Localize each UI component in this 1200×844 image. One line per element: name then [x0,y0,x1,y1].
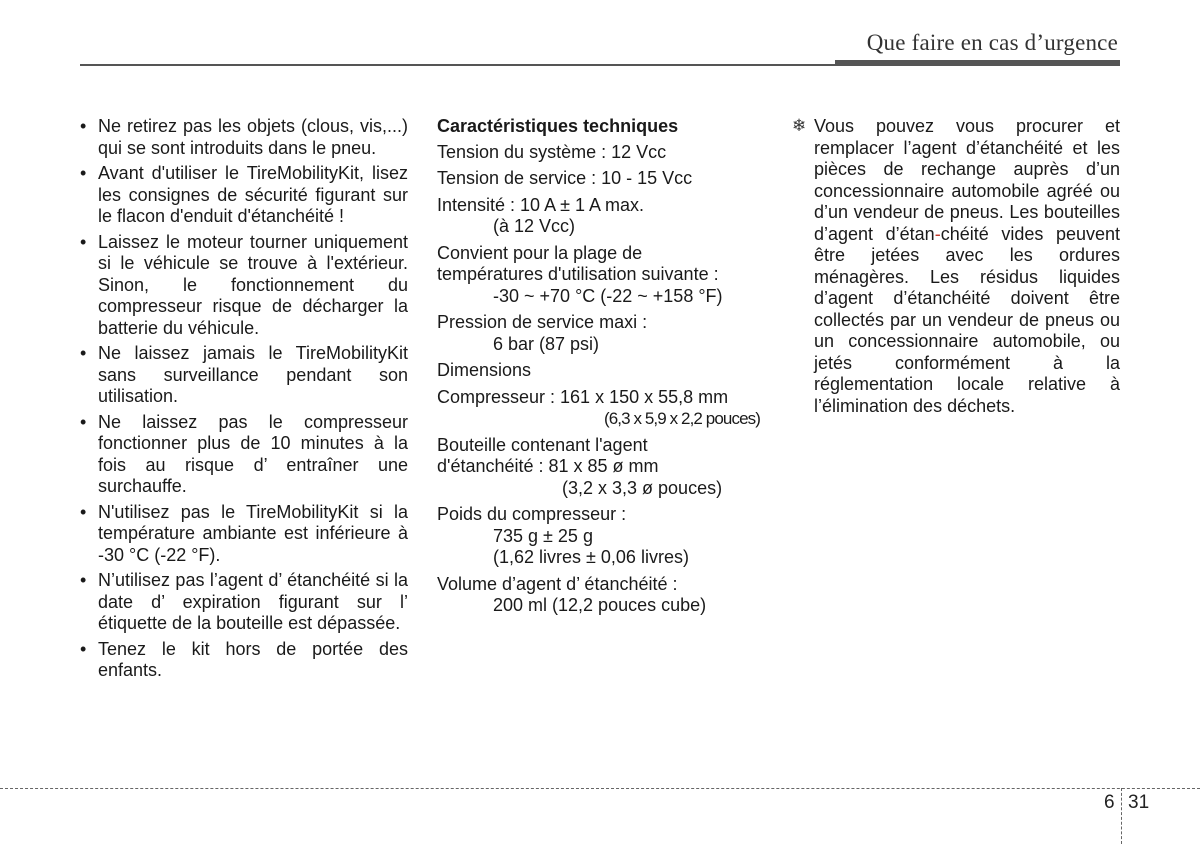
spec-pressure-value: 6 bar (87 psi) [493,333,600,354]
spec-current: Intensité : 10 A ± 1 A max. [437,194,645,215]
safety-bullet-item [78,570,408,635]
spec-pressure-label: Pression de service maxi : [437,312,648,332]
bullet-text: Ne laissez jamais le TireMobilityKit sans surveillance pendant son utilisation. [98,343,408,406]
note-text-part-1: Vous pouvez vous procurer et remplacer l’agent d’étanchéité et les pièces de rechange auprès d’un concessionnaire automobile agréé ou d’un vendeur de pneus. Les bouteilles d’agent d’étan [814,116,1120,244]
bullet-dot-icon: • [80,231,87,252]
spec-temperature-label: Convient pour la plage de [437,242,643,263]
page-header-title: Que faire en cas d’urgence [866,30,1118,55]
bullet-text: Ne retirez pas les objets (clous, vis,...) qui se sont introduits dans le pneu. [98,116,408,158]
snowflake-note-icon: ❄ [792,116,807,136]
specs-heading: Caractéristiques techniques [437,116,679,136]
note-paragraph [792,116,1120,417]
bullet-dot-icon: • [80,411,87,432]
footer-page-separator [1121,788,1122,844]
spec-temperature-label-2: températures d'utilisation suivante : [437,264,719,284]
spec-bottle-dimensions-inches: (3,2 x 3,3 ø pouces) [562,477,723,498]
safety-bullet-item [78,116,408,159]
specifications-column [437,116,767,622]
bullet-text: N'utilisez pas le TireMobilityKit si la température ambiante est inférieure à -30 °C (-22 °F). [98,501,408,565]
bullet-dot-icon: • [80,501,87,522]
safety-bullet-item [78,502,408,567]
spec-temperature-value: -30 ~ +70 °C (-22 ~ +158 °F) [493,285,723,306]
spec-weight-label: Poids du compresseur : [437,504,627,524]
spec-weight-grams: 735 g ± 25 g [493,525,593,546]
spec-current-note: (à 12 Vcc) [493,216,576,236]
bullet-text: Avant d'utiliser le TireMobilityKit, lisez les consignes de sécurité figurant sur le flacon d'enduit d'étanchéité ! [98,163,408,226]
footer-divider [0,788,1200,789]
page-number: 31 [1128,792,1150,813]
spec-compressor-dimensions-inches: (6,3 x 5,9 x 2,2 pouces) [603,409,760,428]
bullet-text: N’utilisez pas l’agent d’ étanchéité si la date d’ expiration figurant sur l’ étiquette de la bouteille est dépassée. [98,570,408,633]
safety-bullet-item [78,639,408,682]
safety-bullet-list [78,116,408,682]
spec-system-voltage: Tension du système : 12 Vcc [437,141,667,162]
bullet-text: Tenez le kit hors de portée des enfants. [98,638,408,680]
chapter-number: 6 [1104,792,1115,813]
spec-dimensions-label: Dimensions [437,360,532,380]
spec-sealant-volume-label: Volume d’agent d’ étanchéité : [437,573,678,594]
spec-bottle-dimensions: d'étanchéité : 81 x 85 ø mm [437,456,659,476]
spec-bottle-label: Bouteille contenant l'agent [437,434,648,455]
spec-weight-pounds: (1,62 livres ± 0,06 livres) [493,547,689,567]
note-text-part-2: chéité vides peuvent être jetées avec les ordures ménagères. Les résidus liquides d’agent d’étanchéité doivent être collectés par un vendeur de pneus ou un concessionnaire automobile, ou jetés conformément à la réglementation locale relative à l’élimination des déchets. [814,223,1120,416]
bullet-dot-icon: • [80,570,87,590]
bullet-dot-icon: • [80,116,87,136]
spec-sealant-volume-value: 200 ml (12,2 pouces cube) [493,595,707,615]
bullet-dot-icon: • [80,343,87,363]
safety-bullet-item [78,232,408,340]
safety-bullet-item [78,163,408,228]
note-column [792,116,1120,417]
safety-bullet-item [78,343,408,408]
safety-bullet-item [78,412,408,498]
spec-compressor-dimensions: Compresseur : 161 x 150 x 55,8 mm [437,386,729,407]
note-hyphen: - [934,223,941,244]
header-rule-accent [835,60,1120,66]
bullet-text: Ne laissez pas le compresseur fonctionner plus de 10 minutes à la fois au risque d’ entraîner une surchauffe. [98,411,408,496]
bullet-dot-icon: • [80,638,87,659]
bullet-text: Laissez le moteur tourner uniquement si le véhicule se trouve à l'extérieur. Sinon, le fonctionnement du compresseur risque de décharger la batterie du véhicule. [98,231,408,338]
spec-service-voltage: Tension de service : 10 - 15 Vcc [437,168,693,188]
left-column [78,116,408,686]
bullet-dot-icon: • [80,163,87,183]
